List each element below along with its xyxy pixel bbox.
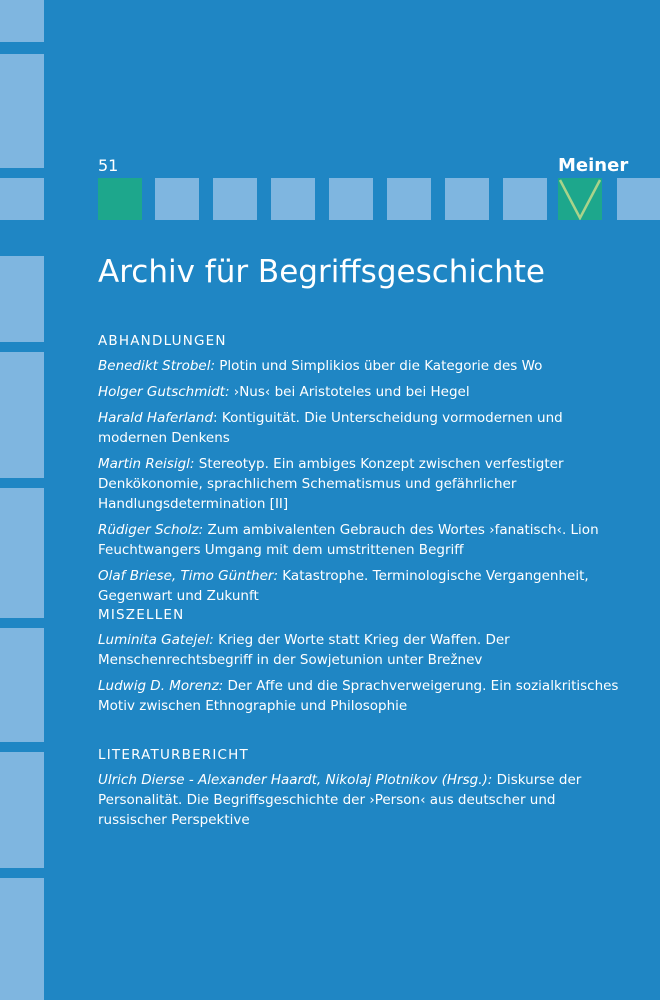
- section-heading: LITERATURBERICHT: [98, 747, 249, 763]
- entry-author: Holger Gutschmidt:: [98, 384, 230, 400]
- entry-title: Plotin und Simplikios über die Kategorie des Wo: [215, 358, 543, 374]
- entry-author: Ludwig D. Morenz:: [98, 678, 224, 694]
- entry-author: Luminita Gatejel:: [98, 632, 214, 648]
- edge-tile: [0, 256, 44, 342]
- toc-entry: [98, 676, 628, 716]
- edge-tile: [0, 878, 44, 1000]
- edge-tile: [0, 352, 44, 478]
- toc-entry: [98, 382, 628, 402]
- entry-title: Zum ambivalenten Gebrauch des Wortes ›fanatisch‹. Lion Feuchtwangers Umgang mit dem umstrittenen Begriff: [98, 522, 599, 558]
- strip-tile: [155, 178, 199, 220]
- entry-title: Der Affe und die Sprachverweigerung. Ein sozialkritisches Motiv zwischen Ethnographie und Philosophie: [98, 678, 619, 714]
- entry-title: ›Nus‹ bei Aristoteles und bei Hegel: [229, 384, 470, 400]
- toc-entry: [98, 770, 628, 830]
- edge-tile: [0, 0, 44, 42]
- strip-tile: [503, 178, 547, 220]
- entry-title: : Kontiguität. Die Unterscheidung vormodernen und modernen Denkens: [98, 410, 563, 446]
- section-heading: MISZELLEN: [98, 607, 185, 623]
- entry-title: Diskurse der Personalität. Die Begriffsgeschichte der ›Person‹ aus deutscher und russischer Perspektive: [98, 772, 582, 828]
- issue-tile-green: [98, 178, 142, 220]
- toc-entry: [98, 408, 628, 448]
- edge-tile: [0, 178, 44, 220]
- strip-tile: [329, 178, 373, 220]
- section-abhandlungen: [98, 332, 628, 612]
- edge-tile: [0, 54, 44, 168]
- section-miszellen: [98, 606, 628, 722]
- entry-title: Stereotyp. Ein ambiges Konzept zwischen verfestigter Denkökonomie, sprachlichem Schematismus und gefährlicher Handlungsdetermination [II]: [98, 456, 564, 512]
- strip-tile: [271, 178, 315, 220]
- publisher-name: Meiner: [558, 155, 629, 176]
- entry-author: Olaf Briese, Timo Günther:: [98, 568, 279, 584]
- entry-author: Harald Haferland: [98, 410, 214, 426]
- issue-number: 51: [98, 156, 119, 175]
- entry-author: Rüdiger Scholz:: [98, 522, 204, 538]
- entry-title: Krieg der Worte statt Krieg der Waffen. Der Menschenrechtsbegriff in der Sowjetunion unter Brežnev: [98, 632, 510, 668]
- meiner-logo-icon: [558, 178, 602, 220]
- journal-title: Archiv für Begriffsgeschichte: [98, 254, 545, 290]
- toc-entry: [98, 454, 628, 514]
- entry-author: Martin Reisigl:: [98, 456, 195, 472]
- edge-tile: [0, 628, 44, 742]
- section-literaturbericht: [98, 746, 628, 836]
- edge-tile: [0, 488, 44, 618]
- strip-tile: [213, 178, 257, 220]
- toc-entry: [98, 520, 628, 560]
- entry-author: Ulrich Dierse - Alexander Haardt, Nikolaj Plotnikov (Hrsg.):: [98, 772, 493, 788]
- edge-tile: [0, 752, 44, 868]
- toc-entry: [98, 630, 628, 670]
- strip-tile: [445, 178, 489, 220]
- entry-title: Katastrophe. Terminologische Vergangenheit, Gegenwart und Zukunft: [98, 568, 589, 604]
- entry-author: Benedikt Strobel:: [98, 358, 215, 374]
- strip-tile: [617, 178, 660, 220]
- toc-entry: [98, 356, 628, 376]
- section-heading: ABHANDLUNGEN: [98, 333, 227, 349]
- strip-tile: [387, 178, 431, 220]
- toc-entry: [98, 566, 628, 606]
